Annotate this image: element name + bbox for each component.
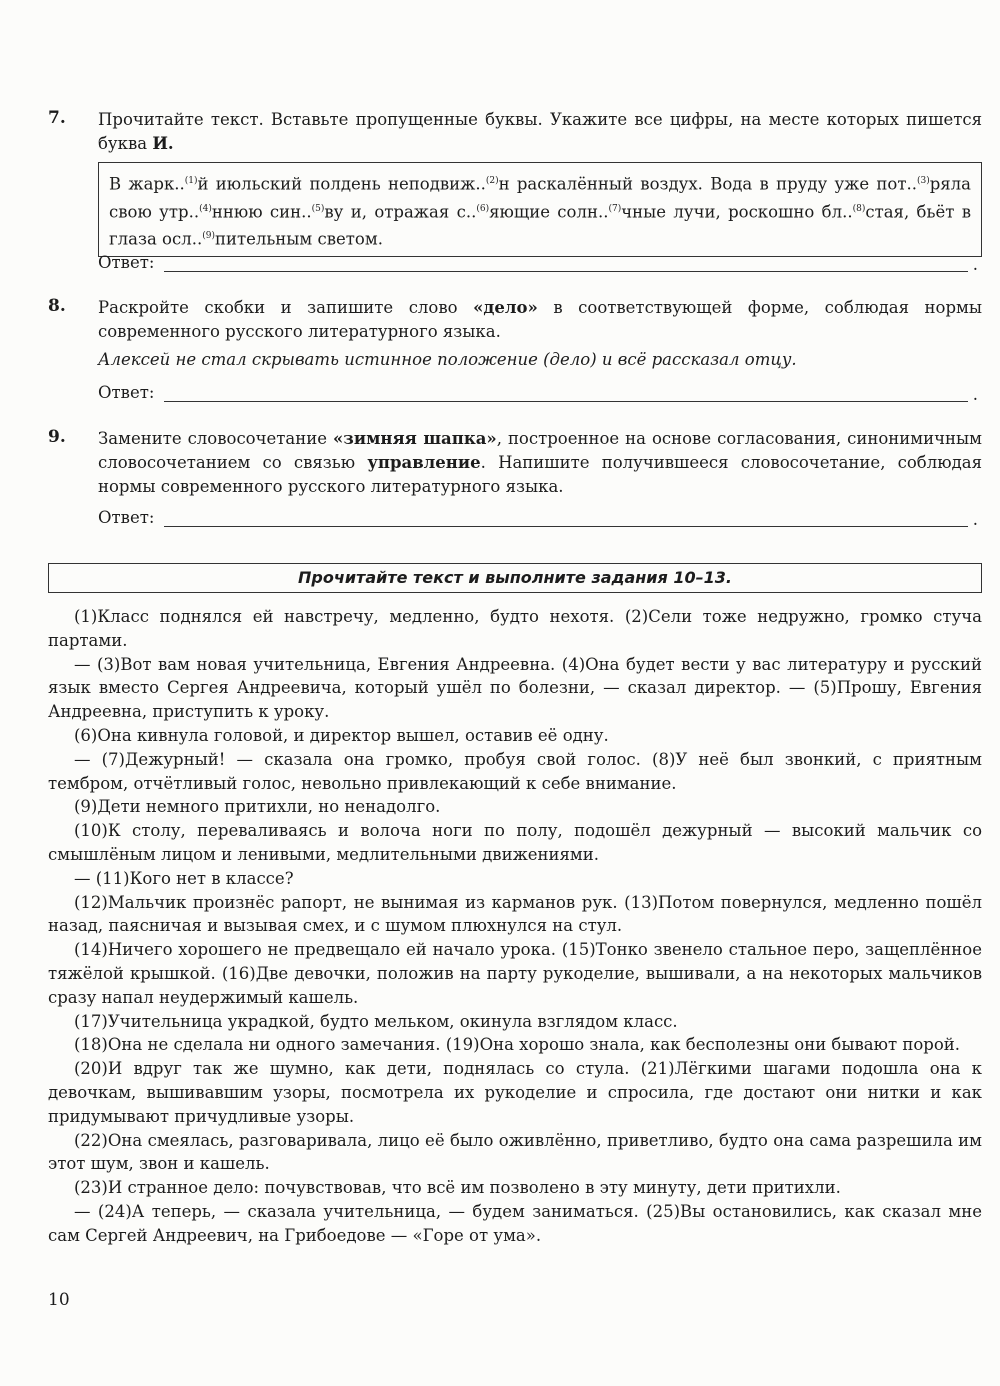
reading-paragraph: (18)Она не сделала ни одного замечания. (19)Она хорошо знала, как бесполезны они бывают порой. (74, 1035, 961, 1055)
task-7-letter: И. (152, 134, 174, 153)
gap-marker: (6) (476, 203, 490, 214)
task-7-text-segment: яющие солн.. (489, 202, 609, 221)
gap-marker: (5) (311, 203, 325, 214)
task-7-instruction (98, 108, 982, 156)
reading-paragraph: (1)Класс поднялся ей навстречу, медленно, будто нехотя. (2)Сели тоже недружно, громко стуча партами. (48, 607, 982, 650)
gap-marker: (9) (202, 231, 215, 241)
reading-paragraph: (6)Она кивнула головой, и директор вышел, оставив её одну. (74, 725, 609, 745)
answer-end-dot: . (972, 385, 978, 404)
reading-paragraph: (22)Она смеялась, разговаривала, лицо её было оживлённо, приветливо, будто она сама разрешила им этот шум, звон и кашель. (48, 1130, 982, 1174)
answer-line[interactable] (164, 526, 968, 527)
task-9-phrase: «зимняя шапка» (332, 429, 497, 448)
reading-paragraph: — (11)Кого нет в классе? (74, 868, 294, 888)
answer-end-dot: . (972, 255, 978, 274)
task-8-instruction-text-a: Раскройте скобки и запишите слово (98, 298, 474, 317)
answer-label: Ответ: (98, 383, 155, 402)
task-8-instruction-text-b: в соответствующей форме, соблюдая нормы современного русского литературного языка. (98, 298, 982, 341)
task-9-instruction-text-b: , построенное на основе согласования, синонимичным словосочетанием со связью (98, 429, 982, 472)
task-8-number: 8. (48, 296, 66, 316)
task-8-sentence: Алексей не стал скрывать истинное положение (дело) и всё рассказал отцу. (98, 350, 797, 369)
reading-paragraph: (14)Ничего хорошего не предвещало ей начало урока. (15)Тонко звенело стальное перо, защеплённое тяжёлой крышкой. (16)Две девочки, положив на парту рукоделие, вышивали, а на некоторых мальчиков сразу напал неудержимый кашель. (48, 940, 982, 1007)
answer-line[interactable] (164, 271, 968, 272)
reading-paragraph: — (7)Дежурный! — сказала она громко, пробуя свой голос. (8)У неё был звонкий, с приятным тембром, отчётливый голос, невольно привлекающий к себе внимание. (48, 749, 982, 793)
task-7-text-segment: чные лучи, роскошно бл.. (621, 202, 853, 221)
answer-end-dot: . (972, 510, 978, 529)
reading-paragraph: (12)Мальчик произнёс рапорт, не вынимая из карманов рук. (13)Потом повернулся, медленно пошёл назад, паясничая и вызывая смех, и с шумом плюхнулся на стул. (48, 892, 982, 936)
task-9-instruction (98, 427, 982, 499)
task-9-number: 9. (48, 427, 66, 447)
task-7-text-segment: пительным светом. (214, 229, 383, 249)
reading-text (48, 605, 982, 1248)
task-7-text-segment: й июльский полдень неподвиж.. (197, 174, 486, 194)
gap-marker: (7) (608, 203, 622, 214)
answer-label: Ответ: (98, 508, 155, 527)
answer-label: Ответ: (98, 253, 155, 272)
task-7-text-segment: ряла свою утр.. (109, 174, 971, 221)
reading-paragraph: (9)Дети немного притихли, но ненадолго. (74, 797, 441, 817)
gap-marker: (3) (916, 176, 930, 186)
task-7-text-segment: н раскалённый воздух. Вода в пруду уже пот.. (498, 174, 917, 194)
task-7-number: 7. (48, 108, 66, 128)
gap-marker: (4) (199, 203, 212, 214)
reading-paragraph: (17)Учительница украдкой, будто мельком, окинула взглядом класс. (74, 1011, 678, 1031)
task-8-answer[interactable] (98, 383, 982, 407)
reading-paragraph: (23)И странное дело: почувствовав, что всё им позволено в эту минуту, дети притихли. (74, 1178, 841, 1198)
task-7-text-segment: В жарк.. (109, 174, 185, 194)
task-7-text-segment: стая, бьёт в глаза осл.. (109, 202, 972, 249)
task-8-instruction (98, 296, 982, 344)
gap-marker: (8) (852, 203, 866, 214)
section-banner: Прочитайте текст и выполните задания 10–13. (48, 563, 982, 593)
gap-marker: (2) (485, 176, 499, 186)
task-9-answer[interactable] (98, 508, 982, 532)
page-number: 10 (48, 1290, 70, 1310)
task-8-word: «дело» (473, 298, 538, 317)
reading-paragraph: — (3)Вот вам новая учительница, Евгения Андреевна. (4)Она будет вести у вас литературу и русский язык вместо Сергея Андреевича, который ушёл по болезни, — сказал директор. — (5)Прошу, Евгения Андреевна, приступить к уроку. (48, 654, 982, 722)
task-7-instruction-text: Прочитайте текст. Вставьте пропущенные буквы. Укажите все цифры, на месте которых пишется буква (98, 110, 982, 153)
gap-marker: (1) (184, 176, 198, 186)
reading-paragraph: — (24)А теперь, — сказала учительница, — будем заниматься. (25)Вы остановились, как сказал мне сам Сергей Андреевич, на Грибоедове — «Горе от ума». (48, 1201, 982, 1245)
task-7-text-segment: ву и, отражая с.. (324, 202, 477, 221)
task-9-link-type: управление (367, 453, 481, 472)
task-7-text-box (98, 162, 982, 257)
task-9-instruction-text-a: Замените словосочетание (98, 429, 333, 448)
task-7-answer[interactable] (98, 253, 982, 277)
reading-paragraph: (10)К столу, переваливаясь и волоча ноги по полу, подошёл дежурный — высокий мальчик со смышлёным лицом и ленивыми, медлительными движениями. (48, 821, 982, 864)
answer-line[interactable] (164, 401, 968, 402)
reading-paragraph: (20)И вдруг так же шумно, как дети, поднялась со стула. (21)Лёгкими шагами подошла она к девочкам, вышивавшим узоры, посмотрела их рукоделие и спросила, где достают они нитки и как придумывают причудливые узоры. (48, 1059, 982, 1126)
task-9-instruction-text-c: . Напишите получившееся словосочетание, соблюдая нормы современного русского литературного языка. (98, 453, 982, 496)
task-7-text-segment: ннюю син.. (211, 202, 312, 221)
